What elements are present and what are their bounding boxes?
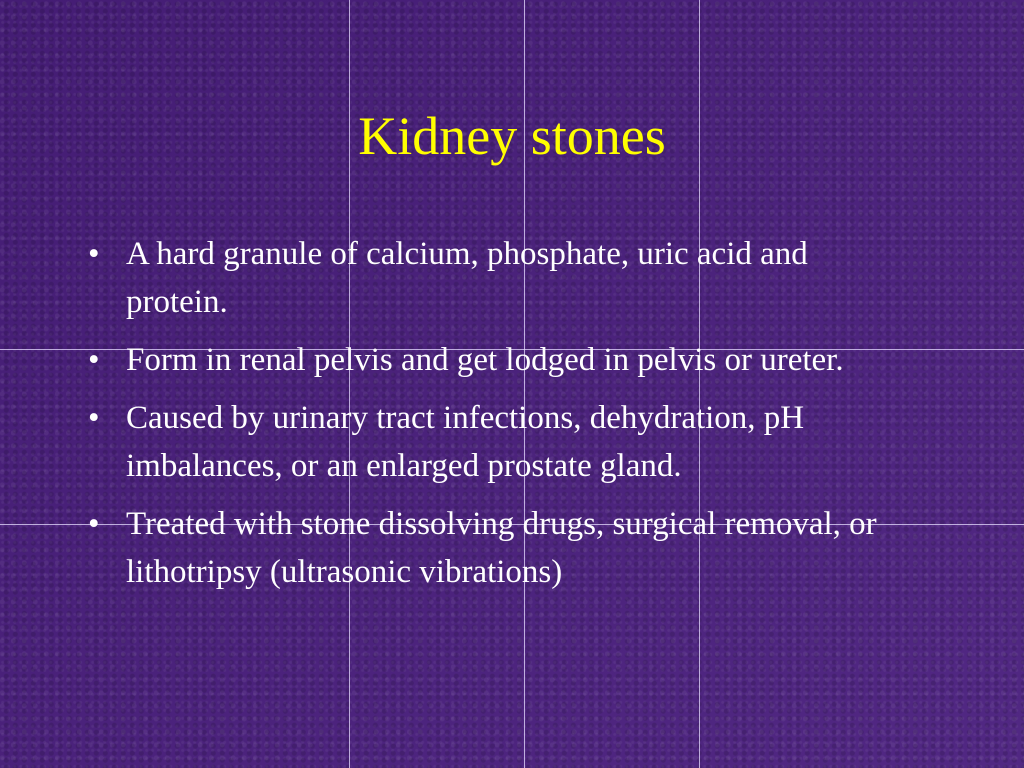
bullet-list [84,230,904,606]
bullet-text-3: Caused by urinary tract infections, dehydration, pH imbalances, or an enlarged prostate gland. [126,400,805,484]
bullet-icon: • [88,236,100,272]
bullet-text-4: Treated with stone dissolving drugs, surgical removal, or lithotripsy (ultrasonic vibrations) [126,506,877,590]
bullet-text-2: Form in renal pelvis and get lodged in pelvis or ureter. [126,342,844,378]
bullet-item-4 [84,500,904,596]
bullet-item-1 [84,230,904,326]
bullet-item-2 [84,336,904,384]
bullet-icon: • [88,400,100,436]
bullet-item-3 [84,394,904,490]
bullet-text-1: A hard granule of calcium, phosphate, uric acid and protein. [126,236,808,320]
slide-title: Kidney stones [358,106,666,166]
bullet-icon: • [88,506,100,542]
bullet-icon: • [88,342,100,378]
